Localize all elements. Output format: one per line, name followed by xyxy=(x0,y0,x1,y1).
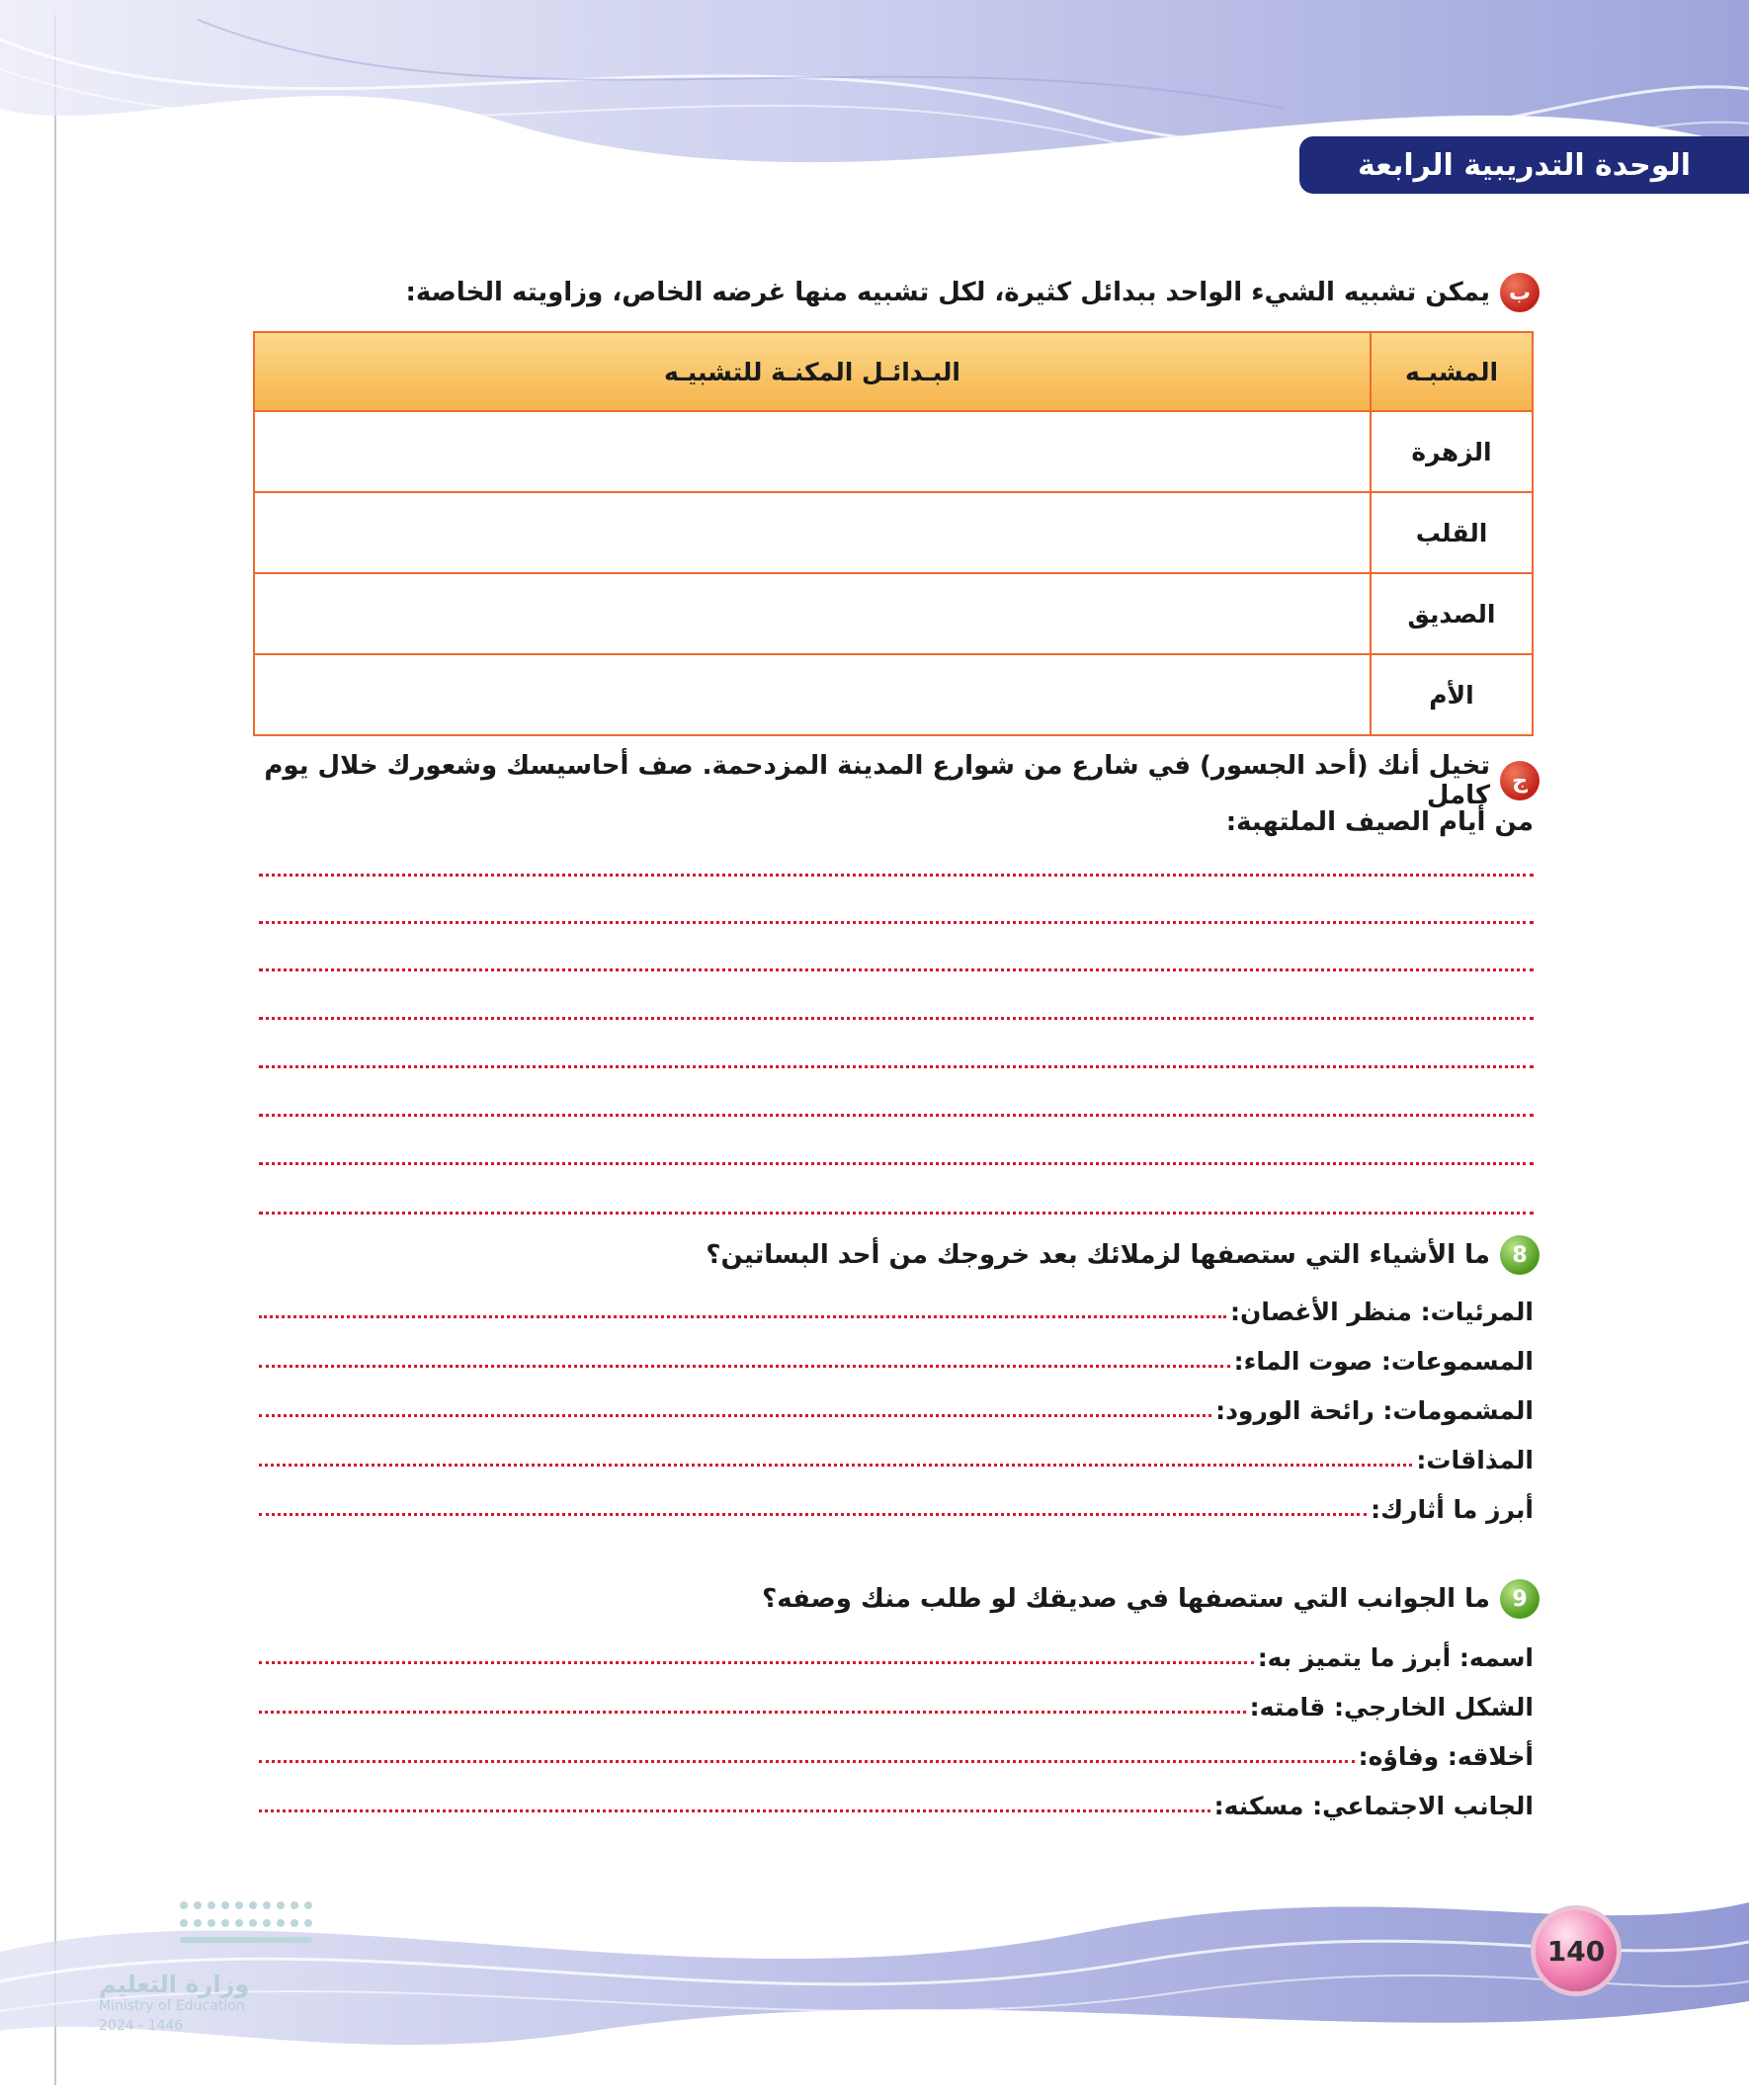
unit-title: الوحدة التدريبية الرابعة xyxy=(1357,147,1692,183)
q9-field-label: الجانب الاجتماعي: مسكنه: xyxy=(1213,1792,1534,1820)
question-8 xyxy=(706,1235,1540,1275)
answer-cell[interactable] xyxy=(254,654,1371,735)
q9-answer-line[interactable] xyxy=(259,1809,1210,1812)
ministry-logo-icon xyxy=(174,1895,322,1955)
answer-cell[interactable] xyxy=(254,573,1371,654)
row-label: الأم xyxy=(1371,654,1533,735)
section-b-text: يمكن تشبيه الشيء الواحد ببدائل كثيرة، لكل تشبيه منها غرضه الخاص، وزاويته الخاصة: xyxy=(405,278,1490,307)
table-row xyxy=(254,411,1533,492)
similes-table xyxy=(253,331,1534,736)
q9-answer-line[interactable] xyxy=(259,1711,1246,1714)
column-header-subject: المشبـه xyxy=(1371,332,1533,411)
q8-field xyxy=(259,1435,1534,1474)
q8-answer-line[interactable] xyxy=(259,1315,1226,1318)
q9-field xyxy=(259,1731,1534,1771)
table-row xyxy=(254,654,1533,735)
q8-field-label: المشمومات: رائحة الورود: xyxy=(1215,1396,1534,1425)
answer-line[interactable] xyxy=(259,968,1534,971)
q8-field xyxy=(259,1484,1534,1524)
row-label: الزهرة xyxy=(1371,411,1533,492)
section-b-instruction xyxy=(405,273,1540,312)
q9-field xyxy=(259,1633,1534,1672)
page-number: 140 xyxy=(1546,1934,1606,1968)
row-label: الصديق xyxy=(1371,573,1533,654)
q8-answer-line[interactable] xyxy=(259,1414,1211,1417)
q9-field xyxy=(259,1781,1534,1820)
section-c-line2: من أيام الصيف الملتهبة: xyxy=(1225,807,1534,837)
answer-line[interactable] xyxy=(259,1065,1534,1068)
unit-title-banner xyxy=(1299,136,1749,194)
q9-field-label: اسمه: أبرز ما يتميز به: xyxy=(1257,1643,1534,1672)
q9-field xyxy=(259,1682,1534,1722)
q9-field-label: الشكل الخارجي: قامته: xyxy=(1249,1693,1534,1722)
answer-line[interactable] xyxy=(259,874,1534,877)
q9-field-label: أخلاقه: وفاؤه: xyxy=(1358,1742,1534,1771)
q8-answer-line[interactable] xyxy=(259,1365,1230,1368)
q8-field-label: المرئيات: منظر الأغصان: xyxy=(1230,1298,1534,1326)
answer-line[interactable] xyxy=(259,1017,1534,1020)
question-8-number: 8 xyxy=(1500,1235,1540,1275)
q8-field-label: أبرز ما أثارك: xyxy=(1371,1495,1534,1524)
answer-line[interactable] xyxy=(259,1114,1534,1117)
answer-cell[interactable] xyxy=(254,492,1371,573)
edition-year: 2024 - 1446 xyxy=(99,2018,184,2034)
q9-answer-line[interactable] xyxy=(259,1760,1355,1763)
row-label: القلب xyxy=(1371,492,1533,573)
question-9-text: ما الجوانب التي ستصفها في صديقك لو طلب منك وصفه؟ xyxy=(762,1584,1490,1614)
section-c-line1: تخيل أنك (أحد الجسور) في شارع من شوارع المدينة المزدحمة. صف أحاسيسك وشعورك خلال يوم كامل xyxy=(264,751,1490,810)
page-frame xyxy=(54,15,1736,2085)
q8-answer-line[interactable] xyxy=(259,1464,1412,1467)
ministry-name-ar: وزارة التعليم xyxy=(99,1971,250,1998)
table-header-row xyxy=(254,332,1533,411)
q8-field xyxy=(259,1336,1534,1376)
question-8-text: ما الأشياء التي ستصفها لزملائك بعد خروجك من أحد البساتين؟ xyxy=(706,1240,1490,1270)
page-number-badge xyxy=(1536,1910,1617,1991)
q8-answer-line[interactable] xyxy=(259,1513,1367,1516)
section-c-marker: ج xyxy=(1500,761,1540,800)
column-header-alternatives: البـدائـل المكنـة للتشبيـه xyxy=(254,332,1371,411)
ministry-name-en: Ministry of Education xyxy=(99,1998,245,2014)
q9-answer-line[interactable] xyxy=(259,1661,1254,1664)
q8-field-label: المذاقات: xyxy=(1416,1446,1534,1474)
answer-cell[interactable] xyxy=(254,411,1371,492)
answer-line[interactable] xyxy=(259,1162,1534,1165)
answer-line[interactable] xyxy=(259,921,1534,924)
section-b-marker: ب xyxy=(1500,273,1540,312)
q8-field xyxy=(259,1386,1534,1425)
q8-field xyxy=(259,1287,1534,1326)
table-row xyxy=(254,492,1533,573)
question-9-number: 9 xyxy=(1500,1579,1540,1619)
q8-field-label: المسموعات: صوت الماء: xyxy=(1233,1347,1534,1376)
top-wave-decoration xyxy=(0,0,1749,257)
table-row xyxy=(254,573,1533,654)
answer-line[interactable] xyxy=(259,1212,1534,1215)
question-9 xyxy=(762,1579,1540,1619)
